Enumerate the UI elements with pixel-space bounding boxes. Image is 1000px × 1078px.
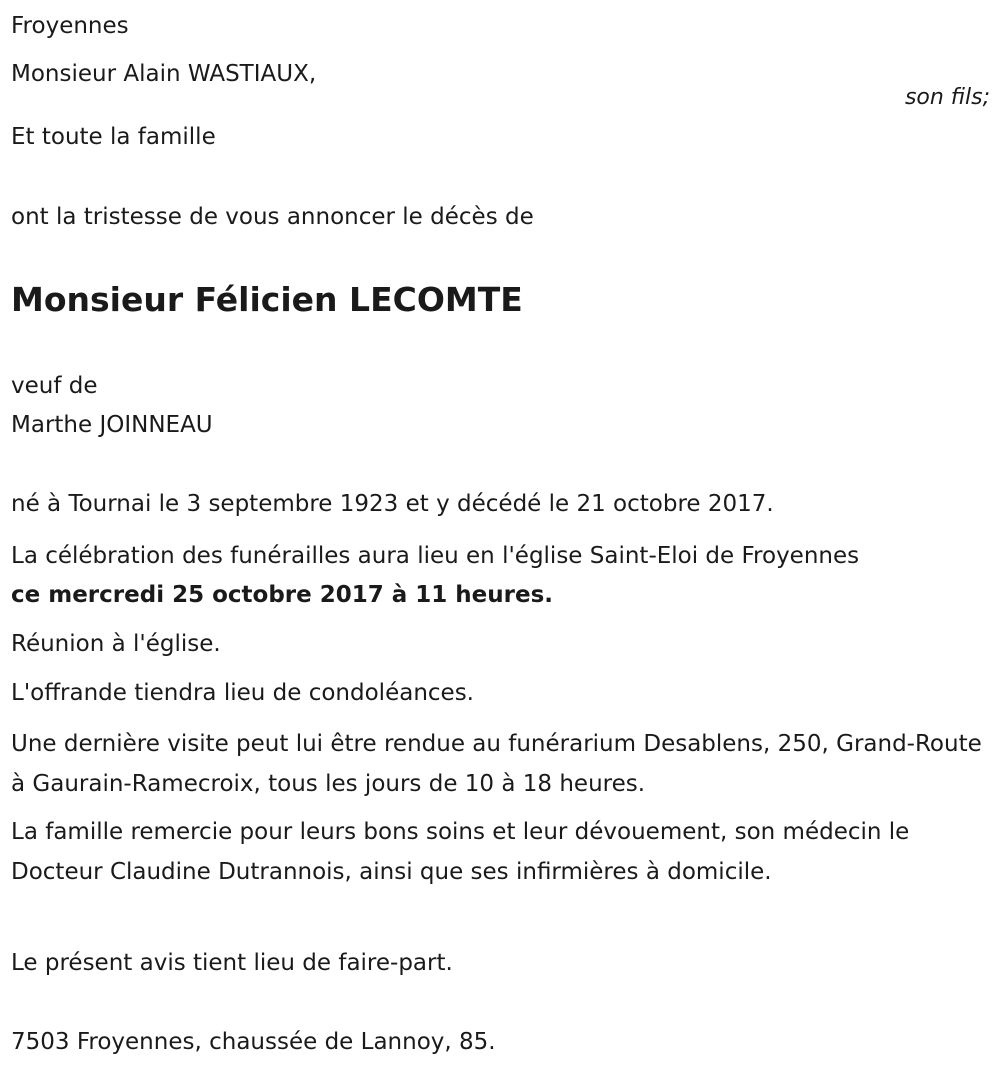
family-place: Froyennes — [11, 13, 129, 39]
address-text: 7503 Froyennes, chaussée de Lannoy, 85. — [11, 1029, 496, 1055]
celebration-text: La célébration des funérailles aura lieu en l'église Saint-Eloi de Froyennes — [11, 543, 860, 569]
family-line: Et toute la famille — [11, 124, 216, 150]
birth-death-text: né à Tournai le 3 septembre 1923 et y décédé le 21 octobre 2017. — [11, 491, 774, 517]
spouse-name: Marthe JOINNEAU — [11, 412, 213, 438]
thanks-text: La famille remercie pour leurs bons soins et leur dévouement, son médecin le Docteur Claudine Dutrannois, ainsi que ses infirmières à domicile. — [11, 819, 910, 885]
meeting-text: Réunion à l'église. — [11, 631, 221, 657]
visit-text: Une dernière visite peut lui être rendue au funérarium Desablens, 250, Grand-Route à Gaurain-Ramecroix, tous les jours de 10 à 18 heures. — [11, 731, 982, 797]
son-role: son fils; — [904, 85, 990, 110]
son-name: Monsieur Alain WASTIAUX, — [11, 61, 317, 87]
announcement-intro: ont la tristesse de vous annoncer le décès de — [11, 204, 534, 230]
offering-text: L'offrande tiendra lieu de condoléances. — [11, 680, 474, 706]
deceased-name: Monsieur Félicien LECOMTE — [11, 280, 523, 319]
widower-of: veuf de — [11, 373, 98, 399]
celebration-date: ce mercredi 25 octobre 2017 à 11 heures. — [11, 582, 554, 608]
notice-text: Le présent avis tient lieu de faire-part. — [11, 950, 453, 976]
